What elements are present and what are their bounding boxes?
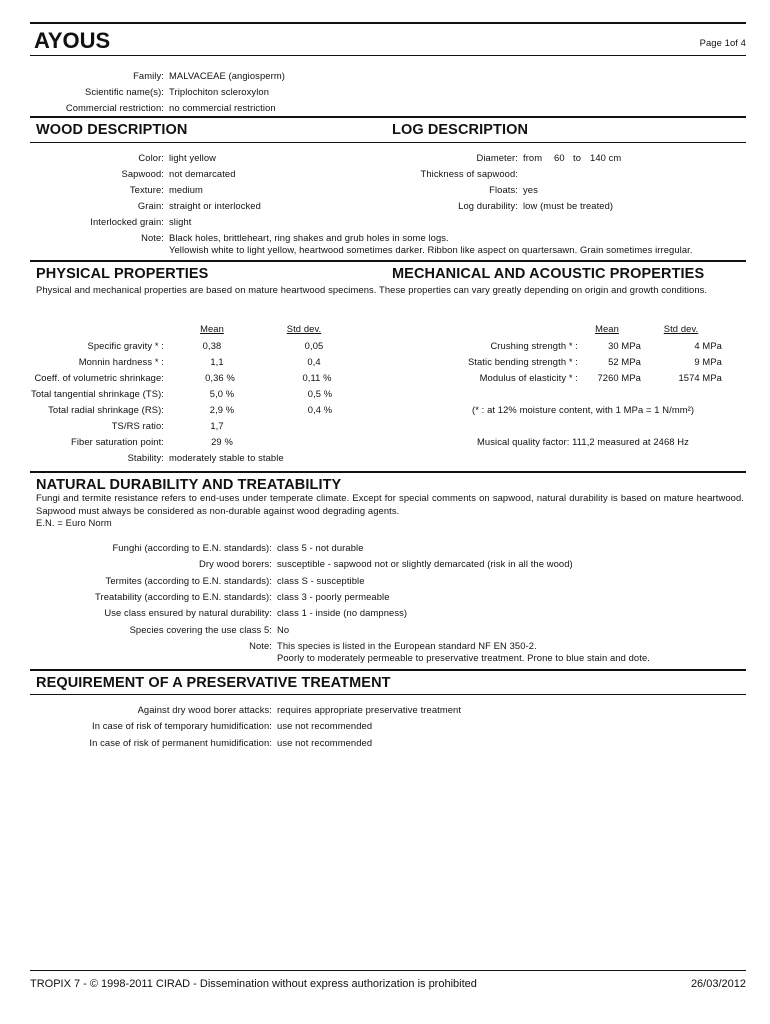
durability-row-value: class 5 - not durable bbox=[277, 542, 364, 553]
commercial-restriction-value: no commercial restriction bbox=[169, 102, 276, 113]
physical-row-mean: 0,36 % bbox=[205, 372, 235, 383]
section-rule bbox=[30, 471, 746, 473]
durability-row-value: class 1 - inside (no dampness) bbox=[277, 607, 408, 618]
physical-row-std: 0,4 % bbox=[307, 404, 333, 415]
family-label: Family: bbox=[133, 70, 164, 81]
durability-row-label: Dry wood borers: bbox=[199, 558, 272, 569]
physical-row-std: 0,5 % bbox=[307, 388, 333, 399]
log-description-heading: LOG DESCRIPTION bbox=[392, 122, 529, 138]
durability-row-value: No bbox=[277, 624, 290, 635]
commercial-restriction-label: Commercial restriction: bbox=[65, 102, 164, 113]
durability-row-label: Use class ensured by natural durability: bbox=[104, 607, 272, 618]
section-underline bbox=[30, 142, 746, 143]
log-diameter-label: Diameter: bbox=[476, 152, 518, 163]
mechanical-row-std: 4 MPa bbox=[694, 340, 722, 351]
log-diameter-min: 60 bbox=[554, 152, 565, 163]
physical-std-header: Std dev. bbox=[286, 323, 322, 334]
scientific-name-value: Triplochiton scleroxylon bbox=[169, 86, 270, 97]
mechanical-row-label: Static bending strength * : bbox=[467, 356, 578, 367]
wood-row-label: Texture: bbox=[129, 184, 164, 195]
preservative-row-value: use not recommended bbox=[277, 737, 373, 748]
moisture-footnote: (* : at 12% moisture content, with 1 MPa = 1 N/mm²) bbox=[472, 404, 695, 415]
physical-row-mean: 5,0 % bbox=[209, 388, 235, 399]
family-value: MALVACEAE (angiosperm) bbox=[169, 70, 285, 81]
physical-row-label: Specific gravity * : bbox=[87, 340, 164, 351]
physical-row-label: Monnin hardness * : bbox=[78, 356, 164, 367]
wood-row-value: medium bbox=[169, 184, 203, 195]
wood-row-label: Color: bbox=[138, 152, 164, 163]
durability-row-value: class S - susceptible bbox=[277, 575, 365, 586]
mechanical-mean-header: Mean bbox=[595, 323, 619, 334]
section-rule bbox=[30, 116, 746, 118]
log-diameter-to: to bbox=[573, 152, 582, 163]
page-number: Page 1of 4 bbox=[699, 37, 746, 48]
physical-row-mean: 0,38 bbox=[202, 340, 222, 351]
durability-note-label: Note: bbox=[249, 640, 272, 651]
mechanical-row-mean: 7260 MPa bbox=[597, 372, 641, 383]
log-diameter-max: 140 cm bbox=[590, 152, 622, 163]
wood-row-value: light yellow bbox=[169, 152, 217, 163]
physical-row-label: Total tangential shrinkage (TS): bbox=[31, 388, 164, 399]
musical-quality-factor: Musical quality factor: 111,2 measured at 2468 Hz bbox=[477, 436, 689, 447]
physical-intro: Physical and mechanical properties are based on mature heartwood specimens. These properties can vary greatly depending on origin and growth conditions. bbox=[36, 284, 708, 295]
wood-row-label: Grain: bbox=[137, 200, 164, 211]
wood-note-label: Note: bbox=[141, 232, 164, 243]
physical-row-label: TS/RS ratio: bbox=[111, 420, 164, 431]
stability-label: Stability: bbox=[127, 452, 164, 463]
preservative-row-value: use not recommended bbox=[277, 720, 373, 731]
scientific-name-label: Scientific name(s): bbox=[84, 86, 164, 97]
mechanical-row-label: Crushing strength * : bbox=[490, 340, 578, 351]
title-rule bbox=[30, 55, 746, 56]
wood-row-label: Interlocked grain: bbox=[90, 216, 164, 227]
mechanical-row-std: 1574 MPa bbox=[678, 372, 722, 383]
durability-row-value: susceptible - sapwood not or slightly demarcated (risk in all the wood) bbox=[277, 558, 573, 569]
durability-row-label: Treatability (according to E.N. standards): bbox=[95, 591, 272, 602]
log-diameter-from: from bbox=[523, 152, 543, 163]
physical-row-label: Total radial shrinkage (RS): bbox=[48, 404, 164, 415]
preservative-heading: REQUIREMENT OF A PRESERVATIVE TREATMENT bbox=[36, 675, 391, 691]
mechanical-properties-heading: MECHANICAL AND ACOUSTIC PROPERTIES bbox=[392, 266, 705, 282]
preservative-row-label: In case of risk of permanent humidification: bbox=[89, 737, 272, 748]
durability-row-value: class 3 - poorly permeable bbox=[277, 591, 390, 602]
mechanical-row-std: 9 MPa bbox=[694, 356, 722, 367]
durability-note-line: This species is listed in the European standard NF EN 350-2. bbox=[277, 640, 537, 651]
stability-value: moderately stable to stable bbox=[169, 452, 284, 463]
section-rule bbox=[30, 669, 746, 671]
durability-heading: NATURAL DURABILITY AND TREATABILITY bbox=[36, 477, 342, 493]
physical-row-mean: 1,7 bbox=[210, 420, 224, 431]
wood-row-value: slight bbox=[169, 216, 192, 227]
mechanical-std-header: Std dev. bbox=[663, 323, 699, 334]
top-rule bbox=[30, 22, 746, 24]
physical-row-mean: 2,9 % bbox=[209, 404, 235, 415]
preservative-row-label: In case of risk of temporary humidification: bbox=[92, 720, 272, 731]
physical-row-std: 0,4 bbox=[307, 356, 321, 367]
footer-date: 26/03/2012 bbox=[690, 978, 746, 990]
euro-norm-note: E.N. = Euro Norm bbox=[36, 517, 112, 528]
preservative-row-label: Against dry wood borer attacks: bbox=[137, 704, 272, 715]
durability-note-line: Poorly to moderately permeable to preservative treatment. Prone to blue stain and dote. bbox=[277, 652, 650, 663]
durability-intro: Fungi and termite resistance refers to end-uses under temperate climate. Except for special comments on sapwood, natural durability is based on mature heartwood. Sapwood must always be considered as non-durable against wood degrading agents. bbox=[36, 492, 744, 516]
wood-note-line: Yellowish white to light yellow, heartwood sometimes darker. Ribbon like aspect on quartersawn. Grain sometimes irregular. bbox=[169, 244, 693, 255]
physical-row-std: 0,05 bbox=[304, 340, 324, 351]
footer-rule bbox=[30, 970, 746, 971]
footer-copyright: TROPIX 7 - © 1998-2011 CIRAD - Dissemination without express authorization is prohibited bbox=[30, 978, 477, 990]
wood-description-heading: WOOD DESCRIPTION bbox=[36, 122, 188, 138]
section-rule bbox=[30, 260, 746, 262]
mechanical-row-mean: 30 MPa bbox=[608, 340, 641, 351]
physical-properties-heading: PHYSICAL PROPERTIES bbox=[36, 266, 209, 282]
log-floats-value: yes bbox=[523, 184, 538, 195]
physical-row-mean: 29 % bbox=[211, 436, 233, 447]
physical-row-label: Fiber saturation point: bbox=[71, 436, 164, 447]
log-durability-value: low (must be treated) bbox=[523, 200, 614, 211]
physical-row-mean: 1,1 bbox=[210, 356, 224, 367]
mechanical-row-label: Modulus of elasticity * : bbox=[479, 372, 578, 383]
section-underline bbox=[30, 694, 746, 695]
durability-row-label: Species covering the use class 5: bbox=[129, 624, 272, 635]
log-floats-label: Floats: bbox=[489, 184, 518, 195]
durability-row-label: Funghi (according to E.N. standards): bbox=[112, 542, 272, 553]
wood-row-value: not demarcated bbox=[169, 168, 236, 179]
physical-row-label: Coeff. of volumetric shrinkage: bbox=[34, 372, 164, 383]
preservative-row-value: requires appropriate preservative treatment bbox=[277, 704, 462, 715]
page-title: AYOUS bbox=[34, 28, 111, 53]
log-durability-label: Log durability: bbox=[458, 200, 518, 211]
wood-row-label: Sapwood: bbox=[121, 168, 164, 179]
mechanical-row-mean: 52 MPa bbox=[608, 356, 641, 367]
log-sapwood-thickness-label: Thickness of sapwood: bbox=[420, 168, 518, 179]
physical-row-std: 0,11 % bbox=[302, 372, 332, 383]
physical-mean-header: Mean bbox=[200, 323, 224, 334]
wood-row-value: straight or interlocked bbox=[169, 200, 261, 211]
durability-row-label: Termites (according to E.N. standards): bbox=[105, 575, 272, 586]
wood-note-line: Black holes, brittleheart, ring shakes and grub holes in some logs. bbox=[169, 232, 449, 243]
